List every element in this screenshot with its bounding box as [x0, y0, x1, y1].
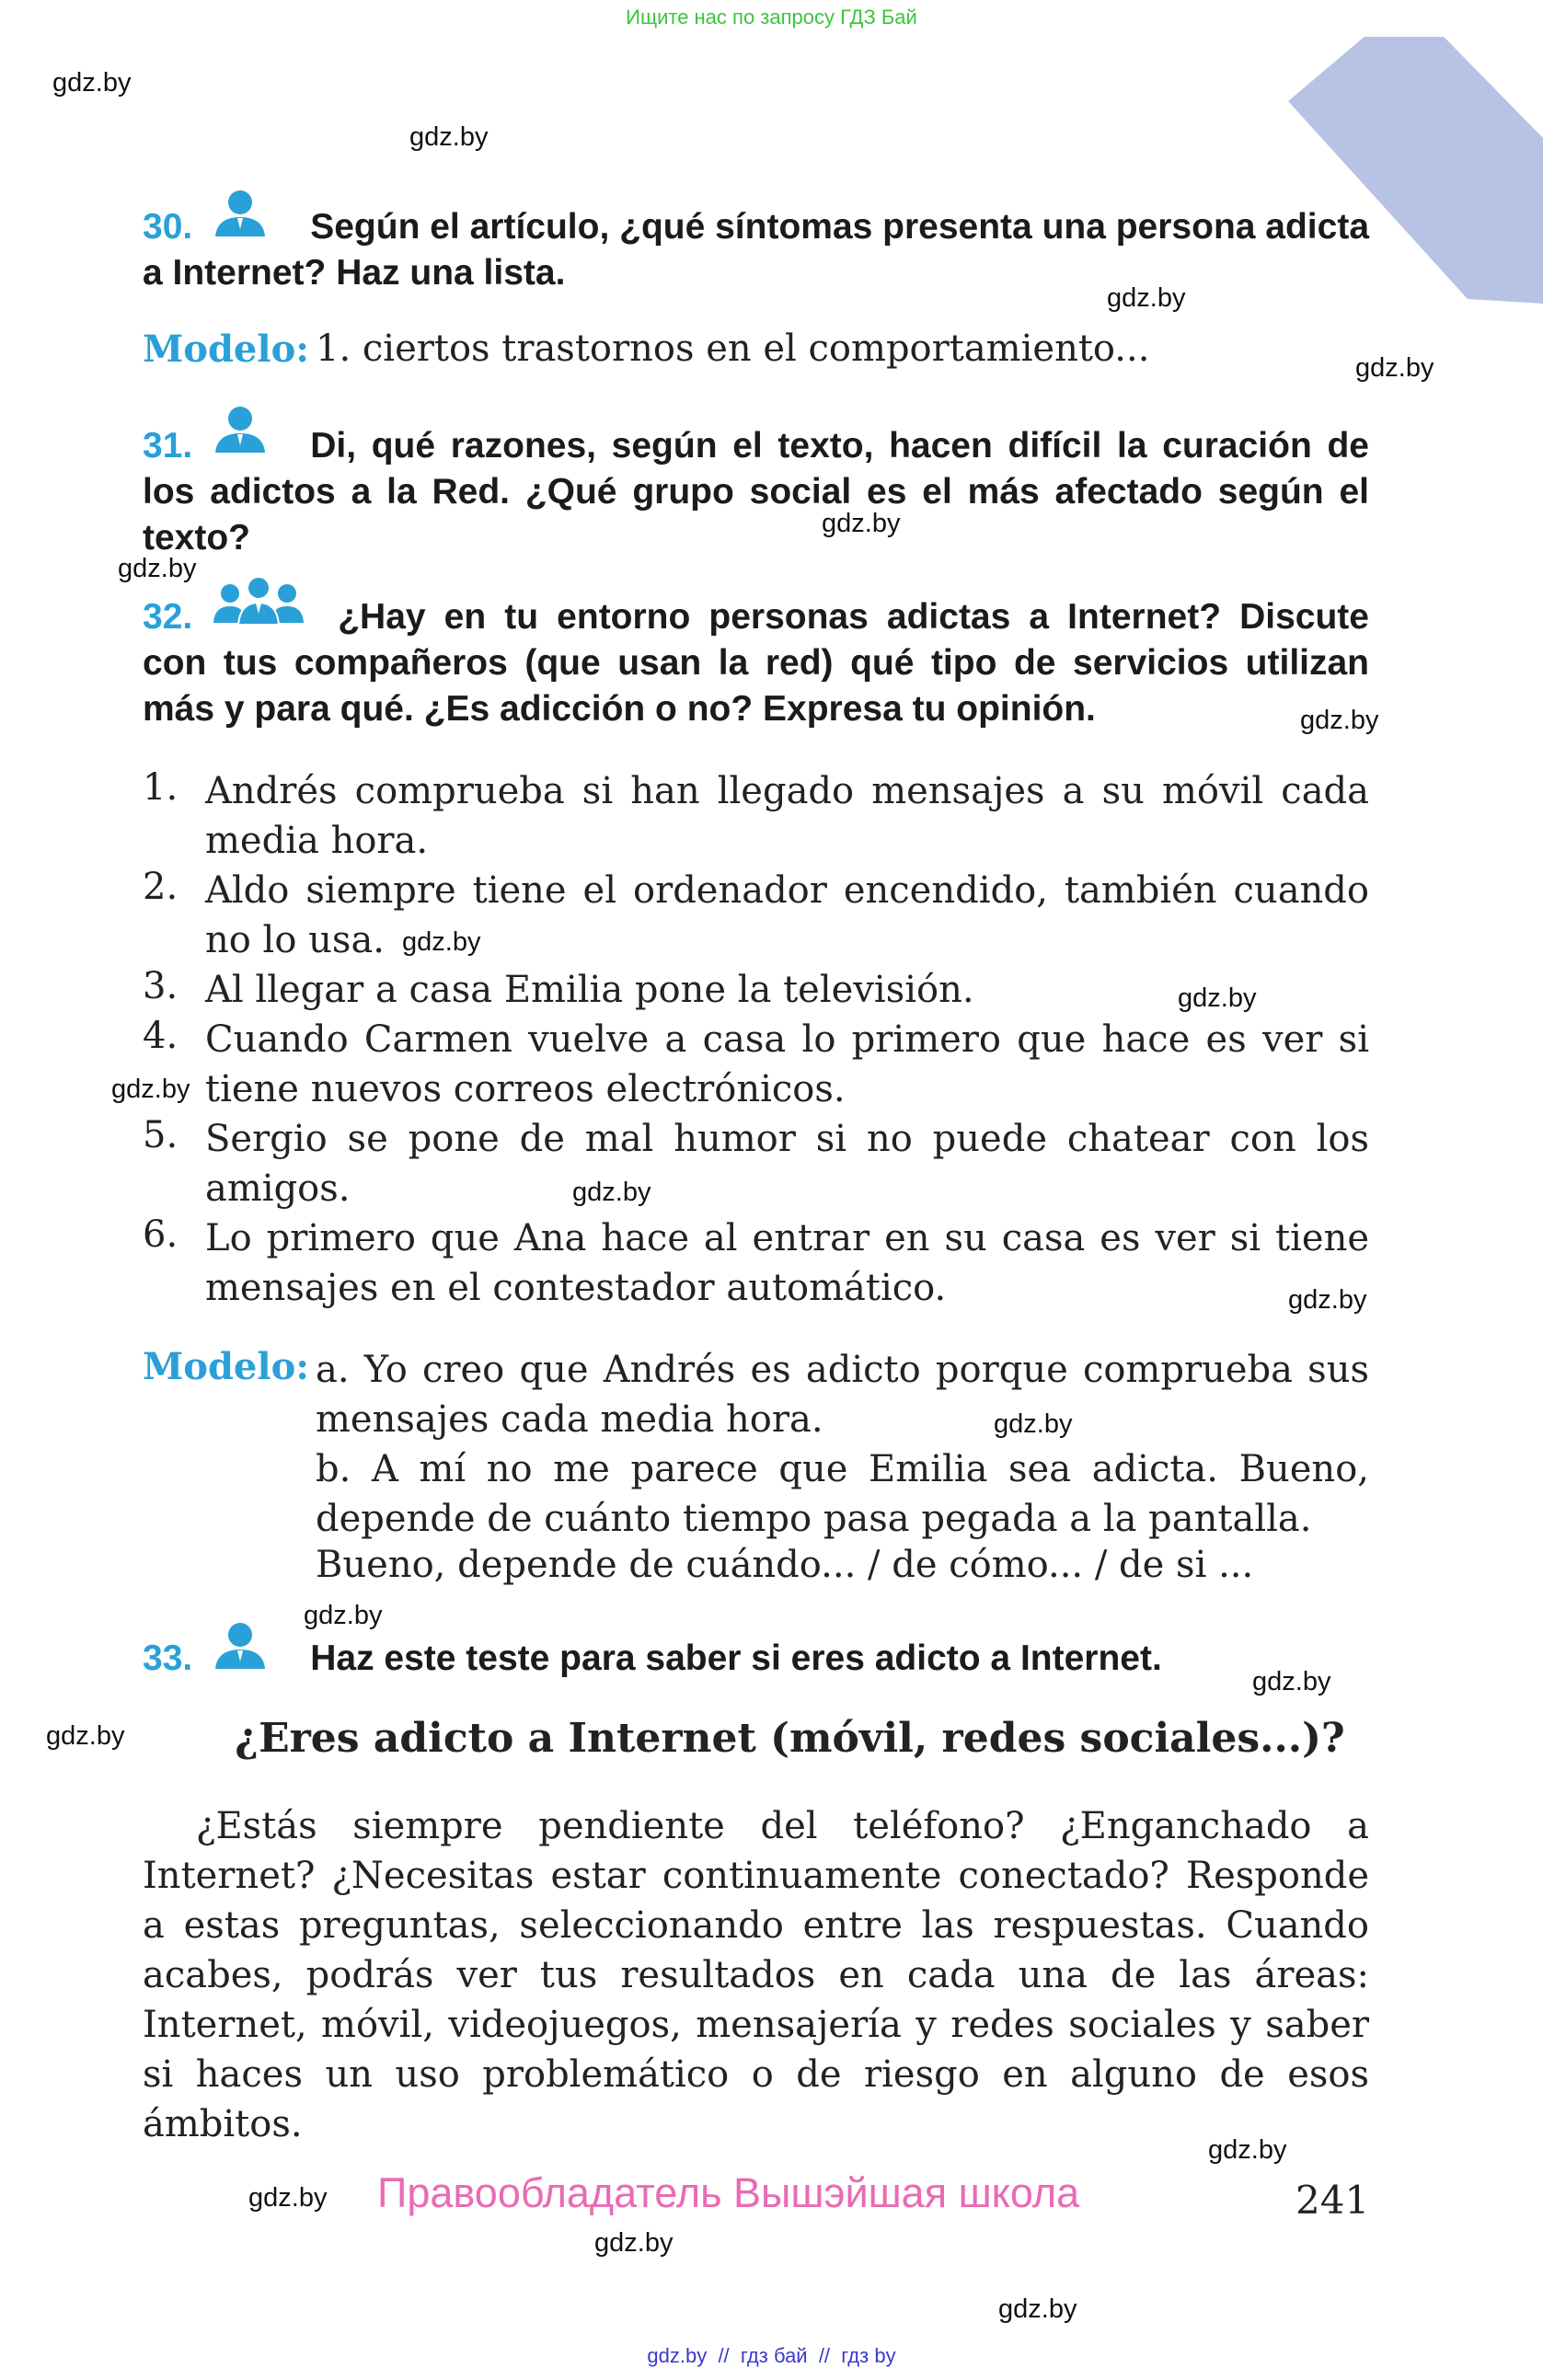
watermark: gdz.by [1288, 1285, 1367, 1315]
watermark: gdz.by [1355, 353, 1434, 383]
list-item-number: 5. [143, 1114, 178, 1156]
watermark: gdz.by [998, 2294, 1077, 2324]
watermark: gdz.by [402, 927, 481, 957]
list-item-number: 4. [143, 1015, 178, 1057]
list-item: Cuando Carmen vuelve a casa lo primero que hace es ver si tiene nuevos correos electrónicos. [205, 1018, 1369, 1110]
list-item: Al llegar a casa Emilia pone la televisión. [205, 969, 974, 1011]
modelo-answer-c: Bueno, depende de cuándo... / de cómo... / de si ... [316, 1544, 1254, 1586]
watermark: gdz.by [994, 1409, 1073, 1439]
question-text: Haz este teste para saber si eres adicto a Internet. [310, 1638, 1162, 1678]
page-number: 241 [1295, 2178, 1370, 2223]
watermark: gdz.by [572, 1178, 651, 1207]
watermark: gdz.by [594, 2228, 674, 2258]
watermark: gdz.by [46, 1721, 125, 1751]
modelo-label: Modelo: [143, 328, 310, 371]
question-33 [143, 1636, 1369, 1682]
question-text: ¿Hay en tu entorno personas adictas a Internet? Discute con tus compañeros (que usan la red) qué tipo de servicios utilizan más y para qué. ¿Es adicción o no? Expresa tu opinión. [143, 597, 1369, 729]
watermark: gdz.by [118, 554, 197, 583]
bottom-links[interactable]: gdz.by // гдз бай // гдз by [647, 2344, 896, 2367]
watermark: gdz.by [1252, 1667, 1331, 1696]
watermark: gdz.by [52, 68, 132, 98]
list-item-number: 6. [143, 1213, 178, 1256]
list-item: Sergio se pone de mal humor si no puede chatear con los amigos. [205, 1118, 1369, 1210]
modelo-text: 1. ciertos trastornos en el comportamiento... [316, 328, 1150, 370]
list-item-number: 2. [143, 866, 178, 908]
copyright-notice: Правообладатель Вышэйшая школа [377, 2169, 1080, 2216]
list-item: Aldo siempre tiene el ordenador encendido, también cuando no lo usa. [205, 869, 1369, 961]
watermark: gdz.by [304, 1601, 383, 1630]
watermark: gdz.by [1300, 706, 1379, 735]
watermark: gdz.by [111, 1075, 190, 1104]
watermark: gdz.by [822, 509, 901, 538]
watermark: gdz.by [1107, 283, 1186, 313]
modelo-answer-b: b. A mí no me parece que Emilia sea adicta. Bueno, depende de cuánto tiempo pasa pegada a la pantalla. [316, 1448, 1369, 1540]
modelo-label: Modelo: [143, 1345, 310, 1388]
question-number: 32. [143, 597, 193, 637]
test-paragraph: ¿Estás siempre pendiente del teléfono? ¿Enganchado a Internet? ¿Necesitas estar continuamente conectado? Responde a estas preguntas, seleccionando entre las respuestas. Cuando acabes, podrás ver tus resultados en cada una de las áreas: Internet, móvil, videojuegos, mensajería y redes sociales y saber si haces un uso problemático o de riesgo en alguno de esos ámbitos. [143, 1805, 1369, 2145]
test-title: ¿Eres adicto a Internet (móvil, redes sociales...)? [235, 1715, 1345, 1762]
top-banner[interactable]: Ищите нас по запросу ГДЗ Бай [626, 6, 917, 29]
modelo-answer-a: a. Yo creo que Andrés es adicto porque comprueba sus mensajes cada media hora. [316, 1349, 1369, 1441]
question-text: Según el artículo, ¿qué síntomas presenta una persona adicta a Internet? Haz una lista. [143, 207, 1370, 293]
watermark: gdz.by [1178, 983, 1257, 1013]
question-30 [143, 204, 1369, 296]
question-text: Di, qué razones, según el texto, hacen difícil la curación de los adictos a la Red. ¿Qué grupo social es el más afectado según el texto? [143, 426, 1369, 558]
question-number: 33. [143, 1638, 193, 1678]
question-31 [143, 423, 1369, 561]
list-item: Andrés comprueba si han llegado mensajes a su móvil cada media hora. [205, 770, 1369, 862]
question-number: 31. [143, 426, 193, 466]
watermark: gdz.by [248, 2183, 328, 2213]
watermark: gdz.by [409, 122, 489, 152]
list-item: Lo primero que Ana hace al entrar en su casa es ver si tiene mensajes en el contestador automático. [205, 1217, 1369, 1309]
question-number: 30. [143, 207, 193, 247]
question-32 [143, 594, 1369, 732]
watermark: gdz.by [1208, 2135, 1287, 2165]
list-item-number: 3. [143, 965, 178, 1007]
list-item-number: 1. [143, 766, 178, 809]
